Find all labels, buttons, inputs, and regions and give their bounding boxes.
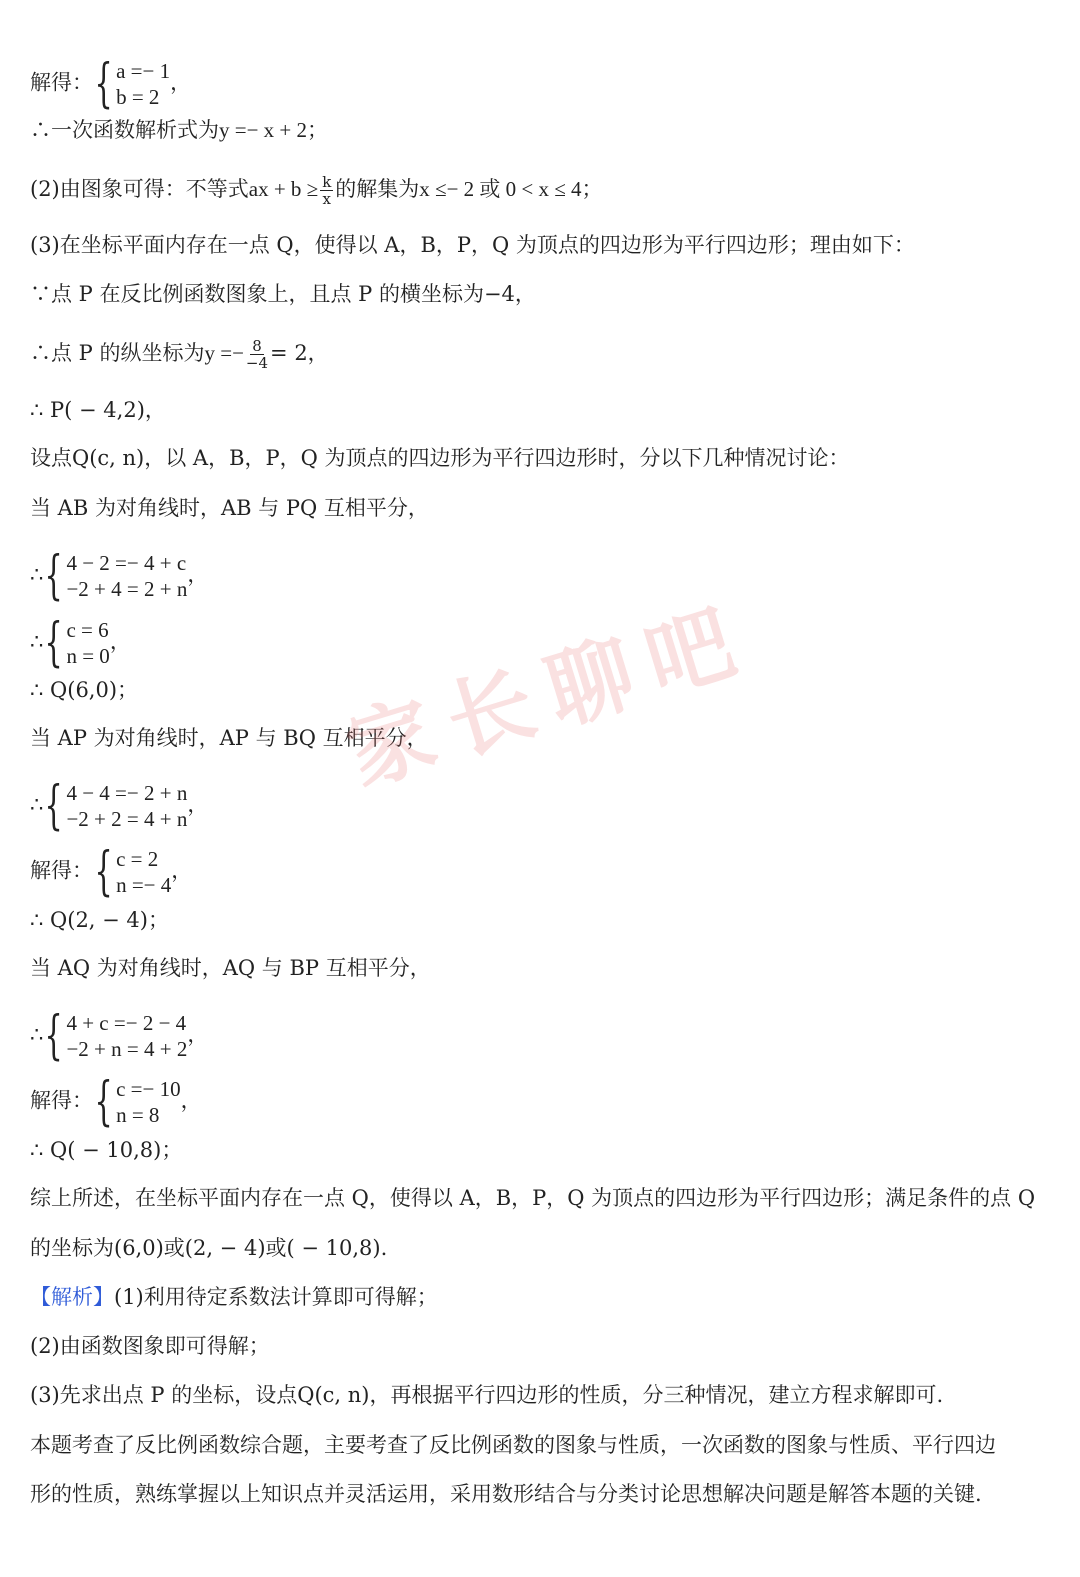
equation-system (93, 842, 172, 902)
solution-line: 综上所述，在坐标平面内存在一点 Q，使得以 A，B，P，Q 为顶点的四边形为平行四边形；满足条件的点 Q (30, 1186, 1036, 1210)
line-text: 解得： (30, 70, 93, 95)
line-text: (2)由图象可得：不等式 (30, 177, 249, 201)
summary-line: 本题考查了反比例函数综合题，主要考查了反比例函数的图象与性质，一次函数的图象与性质、平行四边 (30, 1433, 996, 1457)
equation-system (43, 613, 110, 673)
solution-line: ∴ P( − 4,2)， (30, 398, 166, 422)
system-row: −2 + 2 = 4 + n (66, 807, 188, 831)
line-text: ； (581, 177, 603, 201)
summary-line: 形的性质，熟练掌握以上知识点并灵活运用，采用数形结合与分类讨论思想解决问题是解答本题的关键. (30, 1482, 982, 1506)
equation-system (43, 546, 188, 606)
solution-line: ∴ Q(2, − 4)； (30, 908, 169, 932)
left-brace: { (94, 842, 113, 902)
line-text: ∴点 P 的纵坐标为 (30, 341, 205, 365)
solution-line (30, 1006, 1056, 1066)
solution-line: 当 AB 为对角线时，AB 与 PQ 互相平分， (30, 496, 429, 520)
fraction-denominator: x (322, 190, 331, 208)
math-expression: y =− x + 2 (219, 118, 308, 142)
equation-system (93, 1072, 181, 1132)
solution-line: 的坐标为(6,0)或(2, − 4)或( − 10,8). (30, 1236, 388, 1260)
system-row: c = 6 (66, 618, 109, 642)
line-text: 的解集为 (335, 177, 420, 201)
analysis-line: (3)先求出点 P 的坐标，设点Q(c, n)，再根据平行四边形的性质，分三种情况，建立方程求解即可. (30, 1383, 944, 1407)
analysis-line (30, 1283, 1056, 1311)
solution-line: 当 AP 为对角线时，AP 与 BQ 互相平分， (30, 726, 428, 750)
system-row: a =− 1 (116, 59, 171, 83)
system-row: −2 + n = 4 + 2 (66, 1037, 188, 1061)
analysis-line: (2)由函数图象即可得解； (30, 1334, 270, 1358)
line-text: ， (171, 858, 193, 883)
line-text: (1)利用待定系数法计算即可得解； (114, 1285, 438, 1309)
system-row: n = 0 (66, 644, 110, 668)
solution-line: ∴ Q( − 10,8)； (30, 1138, 183, 1162)
system-row: 4 − 2 =− 4 + c (66, 551, 187, 575)
math-expression: ax + b ≥ (248, 177, 319, 201)
solution-line (30, 116, 1056, 144)
line-text: 解得： (30, 1088, 93, 1113)
fraction-numerator: k (322, 173, 332, 191)
solution-line: ∵点 P 在反比例函数图象上，且点 P 的横坐标为−4， (30, 282, 536, 306)
solution-line: (3)在坐标平面内存在一点 Q，使得以 A，B，P，Q 为顶点的四边形为平行四边形；理由如下： (30, 233, 915, 257)
equation-system (43, 776, 188, 836)
solution-line (30, 54, 1056, 114)
line-text: 解得： (30, 858, 93, 883)
line-text: ， (187, 792, 209, 817)
system-row: c = 2 (116, 847, 159, 871)
solution-line: 当 AQ 为对角线时，AQ 与 BP 互相平分， (30, 956, 431, 980)
line-text: = 2， (270, 341, 329, 365)
solution-line (30, 842, 1056, 902)
line-text: ， (109, 629, 131, 654)
fraction (246, 338, 268, 371)
equation-system (93, 54, 171, 114)
math-expression: y =− (204, 341, 244, 365)
line-text: ， (180, 1088, 202, 1113)
solution-line (30, 546, 1056, 606)
line-text: ； (307, 118, 329, 142)
fraction-denominator: −4 (245, 354, 269, 372)
line-text: ， (187, 562, 209, 587)
line-text: ∴ (30, 1022, 44, 1047)
line-text: ∴一次函数解析式为 (30, 118, 219, 142)
solution-line (30, 338, 1056, 371)
system-row: n = 8 (116, 1103, 160, 1127)
watermark: 家长聊吧 (335, 587, 763, 805)
left-brace: { (44, 613, 64, 673)
system-row: n =− 4 (116, 873, 172, 897)
analysis-tag: 【解析】 (30, 1285, 114, 1309)
system-row: 4 + c =− 2 − 4 (66, 1011, 187, 1035)
line-text: ， (187, 1022, 209, 1047)
line-text: ， (170, 70, 192, 95)
solution-line: 设点Q(c, n)，以 A，B，P，Q 为顶点的四边形为平行四边形时，分以下几种情况讨论： (30, 446, 850, 470)
left-brace: { (94, 1072, 113, 1132)
left-brace: { (94, 54, 113, 114)
system-row: c =− 10 (116, 1077, 181, 1101)
left-brace: { (44, 776, 64, 836)
system-row: −2 + 4 = 2 + n (66, 577, 188, 601)
line-text: ∴ (30, 792, 44, 817)
equation-system (43, 1006, 188, 1066)
line-text: ∴ (30, 629, 44, 654)
fraction-numerator: 8 (252, 337, 262, 355)
solution-line (30, 776, 1056, 836)
line-text: ∴ (30, 562, 44, 587)
solution-line (30, 174, 1056, 207)
math-expression: x ≤− 2 或 0 < x ≤ 4 (419, 177, 582, 201)
system-row: 4 − 4 =− 2 + n (66, 781, 188, 805)
fraction (320, 174, 333, 207)
system-row: b = 2 (116, 85, 160, 109)
solution-line: ∴ Q(6,0)； (30, 678, 139, 702)
left-brace: { (44, 1006, 64, 1066)
solution-line (30, 1072, 1056, 1132)
left-brace: { (44, 546, 64, 606)
